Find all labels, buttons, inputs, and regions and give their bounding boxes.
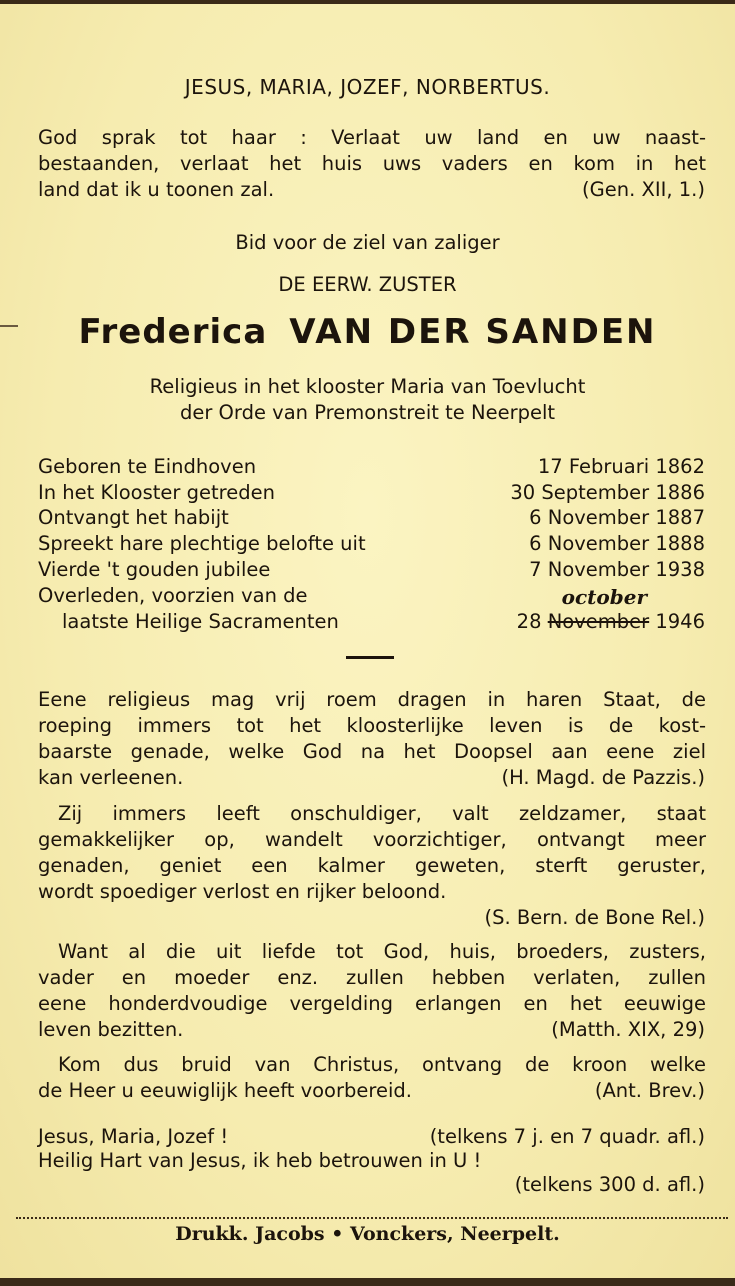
deceased-name [0, 308, 735, 356]
quote-line: gemakkelijker op, wandelt voorzichtiger, ontvangt meer [38, 828, 706, 851]
scripture-line: land dat ik u toonen zal. [38, 178, 275, 201]
first-name: Frederica [78, 312, 268, 352]
quote-reference: (Matth. XIX, 29) [551, 1018, 705, 1041]
timeline-date: 6 November 1887 [529, 506, 705, 529]
timeline-event: Geboren te Eindhoven [38, 455, 257, 478]
death-year: 1946 [655, 610, 705, 633]
quote-line: leven bezitten. [38, 1018, 184, 1041]
last-name: VAN DER SANDEN [289, 312, 657, 352]
scripture-line: God sprak tot haar : Verlaat uw land en uw naast- [38, 126, 706, 149]
death-date [517, 609, 705, 635]
quote-line: Zij immers leeft onschuldiger, valt zeldzamer, staat [58, 802, 706, 825]
indulgence-note: (telkens 300 d. afl.) [514, 1173, 705, 1196]
divider [346, 656, 394, 659]
quote-line: eene honderdvoudige vergelding erlangen en het eeuwige [38, 992, 706, 1015]
scripture-reference: (Gen. XII, 1.) [582, 178, 705, 201]
handwritten-month: october [561, 585, 647, 609]
timeline-event: Ontvangt het habijt [38, 506, 229, 529]
quote-line: wordt spoediger verlost en rijker beloond. [38, 880, 447, 903]
quote-line: vader en moeder enz. zullen hebben verlaten, zullen [38, 966, 706, 989]
quote-line: Eene religieus mag vrij roem dragen in haren Staat, de [38, 688, 706, 711]
dotted-rule [16, 1217, 728, 1219]
prayer-request: Bid voor de ziel van zaliger [235, 231, 500, 254]
timeline-date: 17 Februari 1862 [537, 455, 705, 478]
quote-reference: (S. Bern. de Bone Rel.) [484, 906, 705, 929]
printer-imprint: Drukk. Jacobs • Vonckers, Neerpelt. [175, 1223, 560, 1245]
timeline-event: In het Klooster getreden [38, 481, 275, 504]
quote-reference: (H. Magd. de Pazzis.) [501, 766, 705, 789]
quote-line: Kom dus bruid van Christus, ontvang de kroon welke [58, 1053, 706, 1076]
indulgence-note: (telkens 7 j. en 7 quadr. afl.) [429, 1125, 705, 1148]
timeline-event: Spreekt hare plechtige belofte uit [38, 532, 366, 555]
motto: JESUS, MARIA, JOZEF, NORBERTUS. [184, 75, 551, 99]
death-line: laatste Heilige Sacramenten [62, 610, 339, 633]
death-line: Overleden, voorzien van de [38, 584, 308, 607]
quote-line: baarste genade, welke God na het Doopsel aan eene ziel [38, 740, 706, 763]
timeline-date: 6 November 1888 [529, 532, 705, 555]
timeline-date: 30 September 1886 [510, 481, 705, 504]
timeline-date: 7 November 1938 [529, 558, 705, 581]
quote-line: de Heer u eeuwiglijk heeft voorbereid. [38, 1079, 412, 1102]
quote-line: roeping immers tot het kloosterlijke leven is de kost- [38, 714, 706, 737]
religious-line: Religieus in het klooster Maria van Toevlucht [149, 375, 586, 398]
struck-month: November [547, 610, 650, 633]
honorific: DE EERW. ZUSTER [278, 273, 457, 296]
quote-reference: (Ant. Brev.) [594, 1079, 705, 1102]
indulgence-prayer: Jesus, Maria, Jozef ! [38, 1125, 229, 1148]
quote-line: Want al die uit liefde tot God, huis, broeders, zusters, [58, 940, 706, 963]
indulgence-prayer: Heilig Hart van Jesus, ik heb betrouwen in U ! [38, 1149, 482, 1172]
religious-line: der Orde van Premonstreit te Neerpelt [179, 401, 556, 424]
quote-line: kan verleenen. [38, 766, 184, 789]
quote-line: genaden, geniet een kalmer geweten, sterft geruster, [38, 854, 706, 877]
death-day: 28 [516, 610, 542, 633]
timeline-event: Vierde 't gouden jubilee [38, 558, 271, 581]
scripture-line: bestaanden, verlaat het huis uws vaders en kom in het [38, 152, 706, 175]
